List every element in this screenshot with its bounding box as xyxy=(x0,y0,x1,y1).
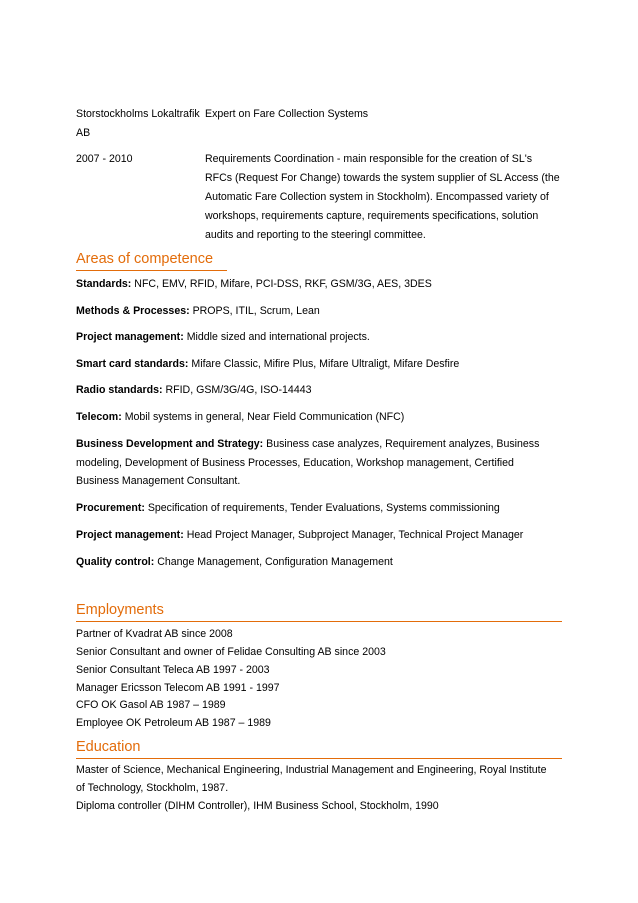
employment-item: Senior Consultant and owner of Felidae Consulting AB since 2003 xyxy=(76,646,386,658)
competence-label: Standards: xyxy=(76,278,132,290)
employments-underline xyxy=(76,621,562,622)
competence-value: Mobil systems in general, Near Field Communication (NFC) xyxy=(124,411,405,423)
competence-item xyxy=(76,381,312,400)
competence-label: Smart card standards: xyxy=(76,358,189,370)
job-desc-line: RFCs (Request For Change) towards the system supplier of SL Access (the xyxy=(205,172,560,184)
competence-item xyxy=(76,435,539,454)
competence-item xyxy=(76,408,404,427)
employment-item: Employee OK Petroleum AB 1987 – 1989 xyxy=(76,717,271,729)
competence-item xyxy=(76,328,370,347)
employment-item: Manager Ericsson Telecom AB 1991 - 1997 xyxy=(76,682,280,694)
competence-item xyxy=(76,275,432,294)
employments-heading: Employments xyxy=(76,602,164,618)
competence-value: Head Project Manager, Subproject Manager, Technical Project Manager xyxy=(186,529,524,541)
competence-value: Mifare Classic, Mifire Plus, Mifare Ultraligt, Mifare Desfire xyxy=(191,358,460,370)
education-line: Diploma controller (DIHM Controller), IHM Business School, Stockholm, 1990 xyxy=(76,800,439,812)
competence-underline xyxy=(76,270,227,271)
competence-item xyxy=(76,499,500,518)
job-desc-line: Requirements Coordination - main responsible for the creation of SL's xyxy=(205,153,533,165)
competence-value-continued: modeling, Development of Business Processes, Education, Workshop management, Certified xyxy=(76,457,514,469)
job-desc-line: workshops, requirements capture, requirements specifications, solution xyxy=(205,210,539,222)
competence-heading: Areas of competence xyxy=(76,251,214,267)
education-heading: Education xyxy=(76,739,141,755)
competence-item xyxy=(76,355,459,374)
education-underline xyxy=(76,758,562,759)
competence-label: Project management: xyxy=(76,529,184,541)
job-desc-line: Automatic Fare Collection system in Stockholm). Encompassed variety of xyxy=(205,191,549,203)
employment-item: Senior Consultant Teleca AB 1997 - 2003 xyxy=(76,664,270,676)
competence-label: Methods & Processes: xyxy=(76,305,190,317)
competence-label: Telecom: xyxy=(76,411,122,423)
competence-value: Specification of requirements, Tender Evaluations, Systems commissioning xyxy=(147,502,500,514)
competence-item xyxy=(76,553,393,572)
competence-value: PROPS, ITIL, Scrum, Lean xyxy=(192,305,320,317)
company-name-line1: Storstockholms Lokaltrafik xyxy=(76,108,200,120)
competence-label: Project management: xyxy=(76,331,184,343)
competence-value: Middle sized and international projects. xyxy=(186,331,370,343)
employment-item: CFO OK Gasol AB 1987 – 1989 xyxy=(76,699,226,711)
competence-value: RFID, GSM/3G/4G, ISO-14443 xyxy=(165,384,312,396)
competence-value: NFC, EMV, RFID, Mifare, PCI-DSS, RKF, GSM/3G, AES, 3DES xyxy=(134,278,432,290)
job-title: Expert on Fare Collection Systems xyxy=(205,108,369,120)
competence-value: Change Management, Configuration Management xyxy=(157,556,393,568)
competence-value: Business case analyzes, Requirement analyzes, Business xyxy=(266,438,540,450)
competence-value-continued: Business Management Consultant. xyxy=(76,475,241,487)
job-desc-line: audits and reporting to the steeringl committee. xyxy=(205,229,426,241)
competence-item xyxy=(76,526,523,545)
employment-item: Partner of Kvadrat AB since 2008 xyxy=(76,628,233,640)
competence-label: Radio standards: xyxy=(76,384,163,396)
competence-label: Quality control: xyxy=(76,556,155,568)
education-line: Master of Science, Mechanical Engineering, Industrial Management and Engineering, Royal Institute xyxy=(76,764,547,776)
competence-label: Business Development and Strategy: xyxy=(76,438,264,450)
company-name-line2: AB xyxy=(76,127,91,139)
competence-item xyxy=(76,302,320,321)
competence-label: Procurement: xyxy=(76,502,145,514)
job-period: 2007 - 2010 xyxy=(76,153,133,165)
education-line: of Technology, Stockholm, 1987. xyxy=(76,782,229,794)
